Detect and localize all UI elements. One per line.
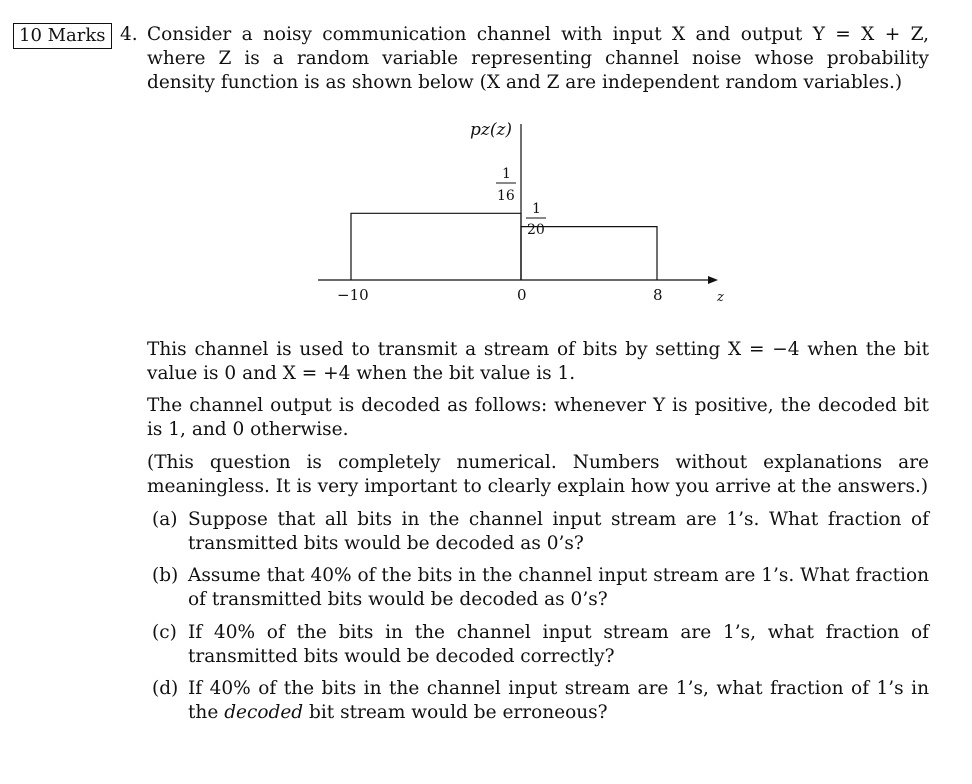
part-b-text: Assume that 40% of the bits in the channel input stream are 1’s. What fraction of transmitted bits would be decoded as 0’s? bbox=[188, 565, 929, 610]
part-a-label: (a) bbox=[152, 509, 178, 530]
x-axis-label: z bbox=[717, 290, 724, 305]
tick-label-8: 8 bbox=[653, 286, 663, 304]
question-number: 4. bbox=[120, 24, 138, 45]
paragraph-note: (This question is completely numerical. Numbers without explanations are meaningless. It is very important to clearly explain how you arrive at the answers.) bbox=[147, 452, 929, 497]
part-d-text-after: bit stream would be erroneous? bbox=[303, 702, 608, 723]
level-right-numerator: 1 bbox=[532, 201, 541, 217]
paragraph-transmission: This channel is used to transmit a stream of bits by setting X = −4 when the bit value is 0 and X = +4 when the bit value is 1. bbox=[147, 339, 929, 384]
level-left-denominator: 16 bbox=[497, 188, 515, 204]
part-a-text: Suppose that all bits in the channel input stream are 1’s. What fraction of transmitted bits would be decoded as 0’s? bbox=[188, 509, 929, 554]
level-right-denominator: 20 bbox=[527, 222, 545, 238]
tick-label-minus10: −10 bbox=[337, 286, 369, 304]
part-d-emphasis: decoded bbox=[224, 702, 304, 723]
part-d-text bbox=[188, 677, 929, 725]
question-intro: Consider a noisy communication channel with input X and output Y = X + Z, where Z is a random variable representing channel noise whose probability density function is as shown below (X and Z are independent random variables.) bbox=[147, 24, 929, 93]
x-axis-arrow bbox=[708, 276, 718, 284]
level-left-numerator: 1 bbox=[502, 166, 511, 182]
paragraph-decoding: The channel output is decoded as follows: whenever Y is positive, the decoded bit is 1, and 0 otherwise. bbox=[147, 395, 929, 440]
tick-label-0: 0 bbox=[517, 286, 527, 304]
part-b-label: (b) bbox=[152, 565, 179, 586]
marks-badge: 10 Marks bbox=[13, 23, 112, 49]
pdf-segments bbox=[351, 213, 657, 280]
part-d-label: (d) bbox=[152, 678, 179, 699]
pdf-segment-1 bbox=[351, 213, 521, 280]
part-c-label: (c) bbox=[152, 622, 177, 643]
part-d-text-before: If 40% of the bits in the channel input stream are 1’s, what fraction of 1’s in the bbox=[188, 678, 929, 723]
part-c-text: If 40% of the bits in the channel input stream are 1’s, what fraction of transmitted bits would be decoded correctly? bbox=[188, 622, 929, 667]
y-axis-label: pz(z) bbox=[470, 120, 513, 140]
